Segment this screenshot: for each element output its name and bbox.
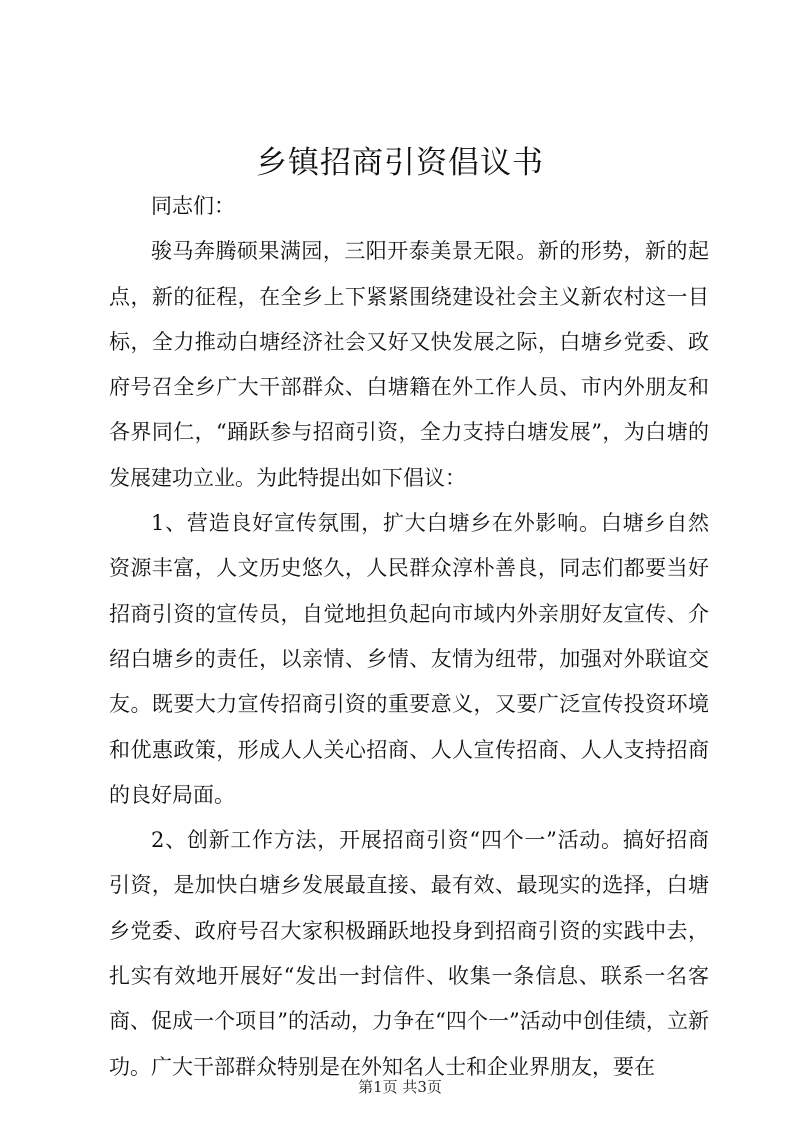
paragraph-proposal-2: 2、创新工作方法，开展招商引资“四个一”活动。搞好招商引资，是加快白塘乡发展最直接、最有效、最现实的选择，白塘乡党委、政府号召大家积极踊跃地投身到招商引资的实践中去，扎实有效地开展好“发出一封信件、收集一条信息、联系一名客商、促成一个项目”的活动，力争在“四个一”活动中创佳绩，立新功。广大干部群众特别是在外知名人士和企业界朋友，要在 (109, 828, 709, 1079)
paragraph-intro: 骏马奔腾硕果满园，三阳开泰美景无限。新的形势，新的起点，新的征程，在全乡上下紧紧围绕建设社会主义新农村这一目标，全力推动白塘经济社会又好又快发展之际，白塘乡党委、政府号召全乡广大干部群众、白塘籍在外工作人员、市内外朋友和各界同仁，“踊跃参与招商引资，全力支持白塘发展”，为白塘的发展建功立业。为此特提出如下倡议： (109, 239, 709, 490)
document-title: 乡镇招商引资倡议书 (256, 145, 544, 181)
paragraph-proposal-1: 1、营造良好宣传氛围，扩大白塘乡在外影响。白塘乡自然资源丰富，人文历史悠久，人民群众淳朴善良，同志们都要当好招商引资的宣传员，自觉地担负起向市域内外亲朋好友宣传、介绍白塘乡的责任，以亲情、乡情、友情为纽带，加强对外联谊交友。既要大力宣传招商引资的重要意义，又要广泛宣传投资环境和优惠政策，形成人人关心招商、人人宣传招商、人人支持招商的良好局面。 (109, 511, 709, 807)
greeting: 同志们： (151, 194, 235, 218)
document-body (109, 184, 709, 1090)
page-footer: 第1页 共3页 (358, 1078, 442, 1096)
